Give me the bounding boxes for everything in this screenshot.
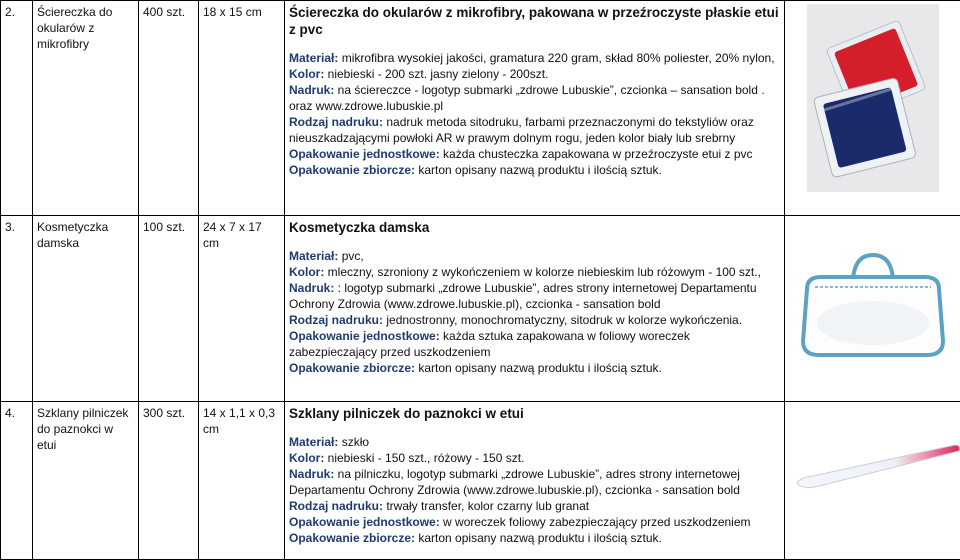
spec-line — [289, 450, 780, 466]
spec-label: Materiał: — [289, 249, 338, 263]
spec-text: mleczny, szroniony z wykończeniem w kolorze niebieskim lub różowym - 100 szt., — [324, 265, 761, 279]
spec-line — [289, 66, 780, 82]
spec-text: każda sztuka zapakowana w foliowy woreczek zabezpieczający przed uszkodzeniem — [289, 329, 690, 359]
spec-line — [289, 280, 780, 312]
spec-line — [289, 82, 780, 114]
spec-label: Materiał: — [289, 435, 338, 449]
spec-line — [289, 434, 780, 450]
spec-line — [289, 514, 780, 530]
product-name: Kosmetyczka damska — [33, 216, 139, 402]
spec-label: Opakowanie jednostkowe: — [289, 515, 440, 529]
spec-label: Materiał: — [289, 51, 338, 65]
product-size: 14 x 1,1 x 0,3 cm — [199, 402, 285, 560]
spec-text: na ściereczce - logotyp submarki „zdrowe Lubuskie”, czcionka – sansation bold . oraz www.zdrowe.lubuskie.pl — [289, 83, 765, 113]
spec-label: Opakowanie jednostkowe: — [289, 329, 440, 343]
spec-text: trwały transfer, kolor czarny lub granat — [383, 499, 589, 513]
spec-text: każda chusteczka zapakowana w przeźroczyste etui z pvc — [440, 147, 753, 161]
spec-line — [289, 328, 780, 360]
cleaning-cloth-image — [807, 4, 939, 192]
spec-label: Nadruk: — [289, 467, 334, 481]
product-quantity: 300 szt. — [139, 402, 199, 560]
product-size: 18 x 15 cm — [199, 1, 285, 216]
spec-label: Opakowanie zbiorcze: — [289, 531, 415, 545]
spec-text: karton opisany nazwą produktu i ilością sztuk. — [415, 531, 662, 545]
spec-label: Opakowanie zbiorcze: — [289, 163, 415, 177]
table-row — [1, 402, 960, 560]
product-image-cell — [785, 402, 960, 560]
spec-line — [289, 162, 780, 178]
spec-text: pvc, — [338, 249, 363, 263]
spec-text: jednostronny, monochromatyczny, sitodruk w kolorze wykończenia. — [383, 313, 742, 327]
table-row — [1, 216, 960, 402]
product-size: 24 x 7 x 17 cm — [199, 216, 285, 402]
spec-text: nadruk metoda sitodruku, farbami przeznaczonymi do tekstyliów oraz nieuszkadzającymi powłoki AR w prawym dolnym rogu, jeden kolor biały lub srebrny — [289, 115, 754, 145]
spec-line — [289, 114, 780, 146]
spec-line — [289, 264, 780, 280]
spec-line — [289, 312, 780, 328]
spec-label: Nadruk: — [289, 281, 334, 295]
spec-line — [289, 360, 780, 376]
spec-line — [289, 146, 780, 162]
spec-label: Rodzaj nadruku: — [289, 499, 383, 513]
spec-text: karton opisany nazwą produktu i ilością sztuk. — [415, 361, 662, 375]
product-name: Ściereczka do okularów z mikrofibry — [33, 1, 139, 216]
product-name: Szklany pilniczek do paznokci w etui — [33, 402, 139, 560]
spec-label: Opakowanie zbiorcze: — [289, 361, 415, 375]
row-number: 4. — [1, 402, 33, 560]
nail-file-image — [789, 429, 960, 509]
product-image-cell — [785, 1, 960, 216]
spec-line — [289, 498, 780, 514]
spec-label: Nadruk: — [289, 83, 334, 97]
product-image-cell — [785, 216, 960, 402]
spec-text: niebieski - 150 szt., różowy - 150 szt. — [324, 451, 524, 465]
spec-line — [289, 248, 780, 264]
product-title: Szklany pilniczek do paznokci w etui — [289, 405, 780, 422]
spec-text: : logotyp submarki „zdrowe Lubuskie”, adres strony internetowej Departamentu Ochrony Zdrowia (www.zdrowe.lubuskie.pl), czcionka - sansation bold — [289, 281, 757, 311]
spec-line — [289, 50, 780, 66]
spec-label: Kolor: — [289, 67, 324, 81]
spec-text: na pilniczku, logotyp submarki „zdrowe Lubuskie”, adres strony internetowej Departamentu Ochrony Zdrowia (www.zdrowe.lubuskie.pl), czcionka - sansation bold — [289, 467, 740, 497]
product-title: Kosmetyczka damska — [289, 219, 780, 236]
row-number: 2. — [1, 1, 33, 216]
spec-line — [289, 466, 780, 498]
product-description — [285, 216, 785, 402]
spec-text: karton opisany nazwą produktu i ilością sztuk. — [415, 163, 662, 177]
spec-text: niebieski - 200 szt. jasny zielony - 200szt. — [324, 67, 548, 81]
row-number: 3. — [1, 216, 33, 402]
spec-label: Rodzaj nadruku: — [289, 115, 383, 129]
product-title: Ściereczka do okularów z mikrofibry, pakowana w przeźroczyste płaskie etui z pvc — [289, 4, 780, 38]
spec-label: Rodzaj nadruku: — [289, 313, 383, 327]
spec-line — [289, 530, 780, 546]
spec-text: w woreczek foliowy zabezpieczający przed uszkodzeniem — [440, 515, 751, 529]
spec-text: mikrofibra wysokiej jakości, gramatura 220 gram, skład 80% poliester, 20% nylon, — [338, 51, 774, 65]
spec-label: Opakowanie jednostkowe: — [289, 147, 440, 161]
product-description — [285, 1, 785, 216]
product-quantity: 100 szt. — [139, 216, 199, 402]
product-quantity: 400 szt. — [139, 1, 199, 216]
spec-label: Kolor: — [289, 265, 324, 279]
table-row — [1, 1, 960, 216]
spec-label: Kolor: — [289, 451, 324, 465]
cosmetic-bag-image — [793, 245, 953, 365]
product-description — [285, 402, 785, 560]
spec-text: szkło — [338, 435, 369, 449]
